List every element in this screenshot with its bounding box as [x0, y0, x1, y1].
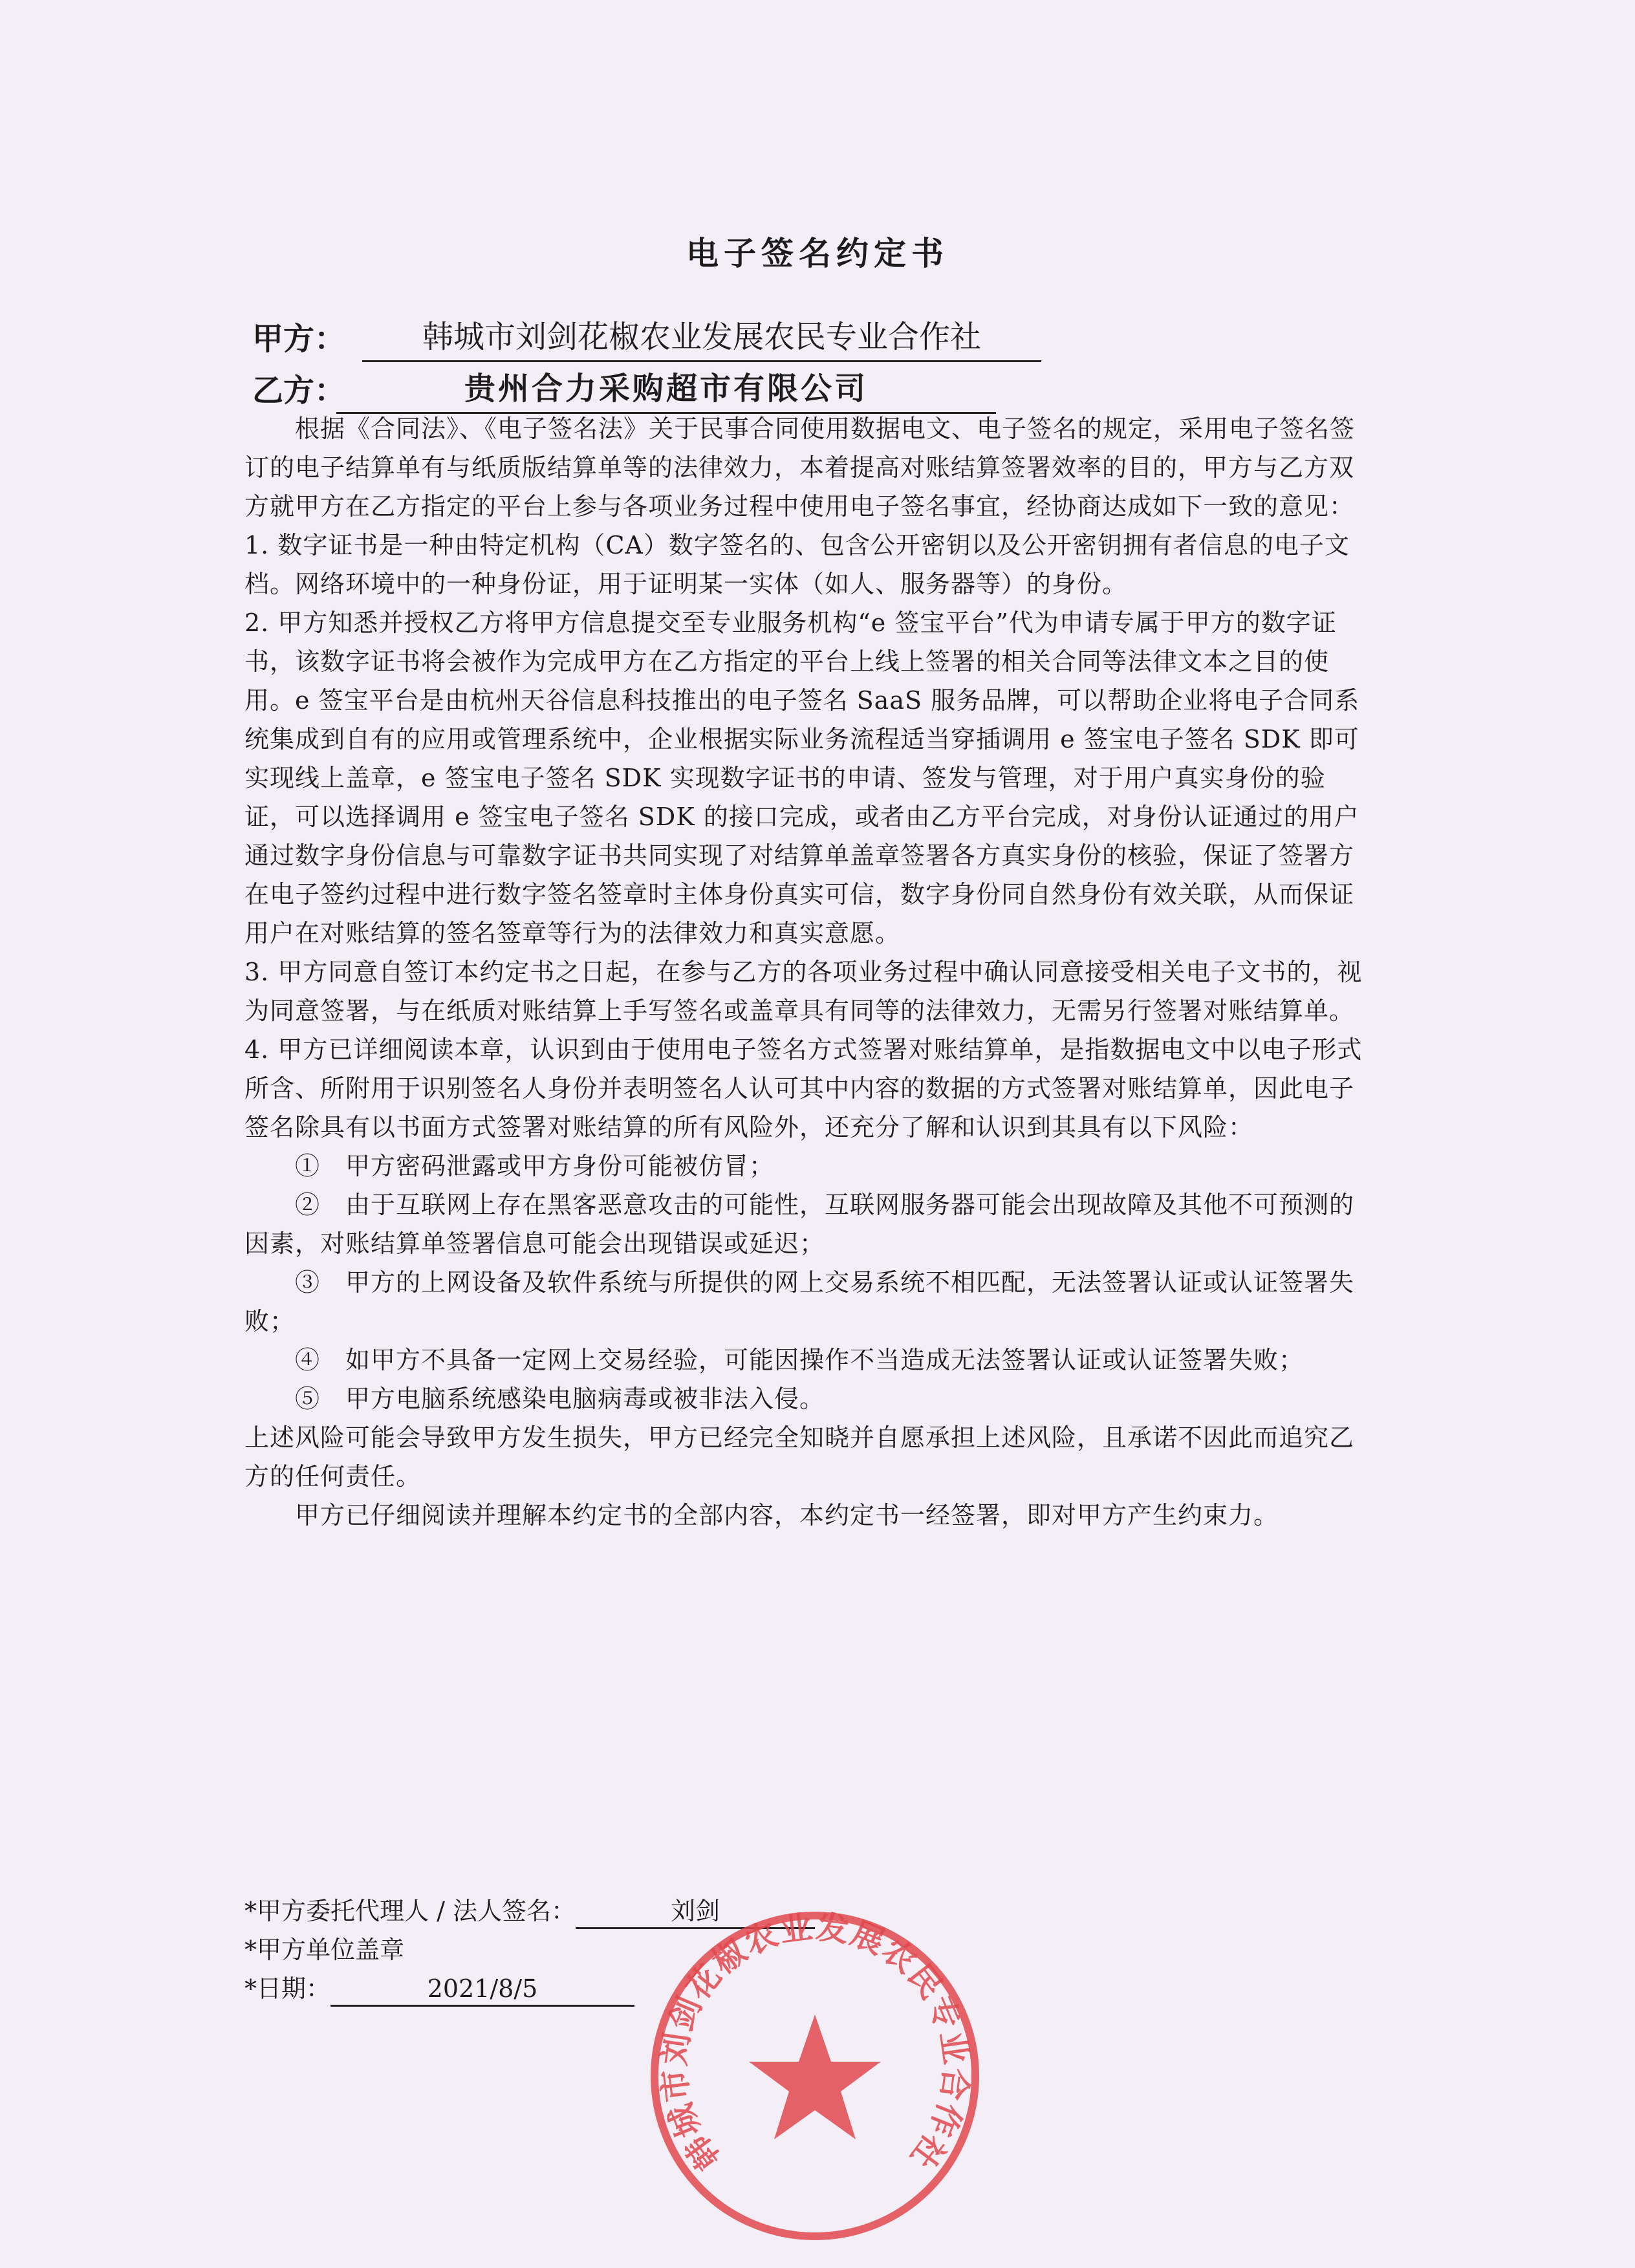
seal-text-path: 韩城市刘剑花椒农业发展农民专业合作社	[655, 1908, 975, 2177]
party-a-value: 韩城市刘剑花椒农业发展农民专业合作社	[422, 319, 981, 355]
final-statement: 甲方已仔细阅读并理解本约定书的全部内容，本约定书一经签署，即对甲方产生约束力。	[295, 1501, 1279, 1529]
agent-signature-label: *甲方委托代理人 / 法人签名：	[244, 1897, 576, 1925]
company-seal	[640, 1901, 990, 2251]
party-b-underline	[336, 373, 996, 414]
risk-3: ③ 甲方的上网设备及软件系统与所提供的网上交易系统不相匹配，无法签署认证或认证签署失败；	[244, 1268, 1355, 1335]
clause-3: 3. 甲方同意自签订本约定书之日起，在参与乙方的各项业务过程中确认同意接受相关电子文书的，视为同意签署，与在纸质对账结算上手写签名或盖章具有同等的法律效力，无需另行签署对账结算单。	[244, 958, 1363, 1025]
clause-4: 4. 甲方已详细阅读本章，认识到由于使用电子签名方式签署对账结算单，是指数据电文中以电子形式所含、所附用于识别签名人身份并表明签名人认可其中内容的数据的方式签署对账结算单，因此电子签名除具有以书面方式签署对账结算的所有风险外，还充分了解和认识到其具有以下风险：	[244, 1035, 1363, 1141]
risk-5: ⑤ 甲方电脑系统感染电脑病毒或被非法入侵。	[295, 1385, 825, 1413]
agreement-body	[244, 409, 1363, 1535]
date-field: 2021/8/5	[330, 1972, 634, 2007]
party-b-label: 乙方：	[252, 373, 346, 409]
risk-2: ② 由于互联网上存在黑客恶意攻击的可能性，互联网服务器可能会出现故障及其他不可预测的因素，对账结算单签署信息可能会出现错误或延迟；	[244, 1191, 1355, 1258]
clause-2: 2. 甲方知悉并授权乙方将甲方信息提交至专业服务机构“e 签宝平台”代为申请专属于甲方的数字证书，该数字证书将会被作为完成甲方在乙方指定的平台上线上签署的相关合同等法律文本之目的使用。e 签宝平台是由杭州天谷信息科技推出的电子签名 SaaS 服务品牌，可以帮助企业将电子合同系统集成到自有的应用或管理系统中，企业根据实际业务流程适当穿插调用 e 签宝电子签名 SDK 即可实现线上盖章，e 签宝电子签名 SDK 实现数字证书的申请、签发与管理，对于用户真实身份的验证，可以选择调用 e 签宝电子签名 SDK 的接口完成，或者由乙方平台完成，对身份认证通过的用户通过数字身份信息与可靠数字证书共同实现了对结算单盖章签署各方真实身份的核验，保证了签署方在电子签约过程中进行数字签名签章时主体身份真实可信，数字身份同自然身份有效关联，从而保证用户在对账结算的签名签章等行为的法律效力和真实意愿。	[244, 609, 1360, 947]
agent-signature-field: 刘剑	[576, 1895, 815, 1929]
clause-1: 1. 数字证书是一种由特定机构（CA）数字签名的、包含公开密钥以及公开密钥拥有者信息的电子文档。网络环境中的一种身份证，用于证明某一实体（如人、服务器等）的身份。	[244, 531, 1350, 598]
date-label: *日期：	[244, 1974, 331, 2003]
risk-1: ① 甲方密码泄露或甲方身份可能被仿冒；	[295, 1152, 775, 1180]
risk-conclusion: 上述风险可能会导致甲方发生损失，甲方已经完全知晓并自愿承担上述风险，且承诺不因此而追究乙方的任何责任。	[244, 1423, 1355, 1491]
seal-label: *甲方单位盖章	[244, 1936, 405, 1964]
party-b-value: 贵州合力采购超市有限公司	[464, 371, 868, 407]
party-a-label: 甲方：	[252, 321, 346, 357]
party-a-underline	[362, 318, 1041, 362]
seal-row	[244, 1930, 404, 1969]
document-title: 电子签名约定书	[686, 235, 949, 272]
party-b-row	[252, 369, 996, 414]
seal-star-icon	[749, 2014, 881, 2139]
party-a-row	[252, 317, 1041, 362]
risk-4: ④ 如甲方不具备一定网上交易经验，可能因操作不当造成无法签署认证或认证签署失败；	[295, 1346, 1305, 1374]
intro-paragraph: 根据《合同法》、《电子签名法》关于民事合同使用数据电文、电子签名的规定，采用电子签名签订的电子结算单有与纸质版结算单等的法律效力，本着提高对账结算签署效率的目的，甲方与乙方双方就甲方在乙方指定的平台上参与各项业务过程中使用电子签名事宜，经协商达成如下一致的意见：	[244, 415, 1356, 521]
date-row	[244, 1969, 634, 2008]
